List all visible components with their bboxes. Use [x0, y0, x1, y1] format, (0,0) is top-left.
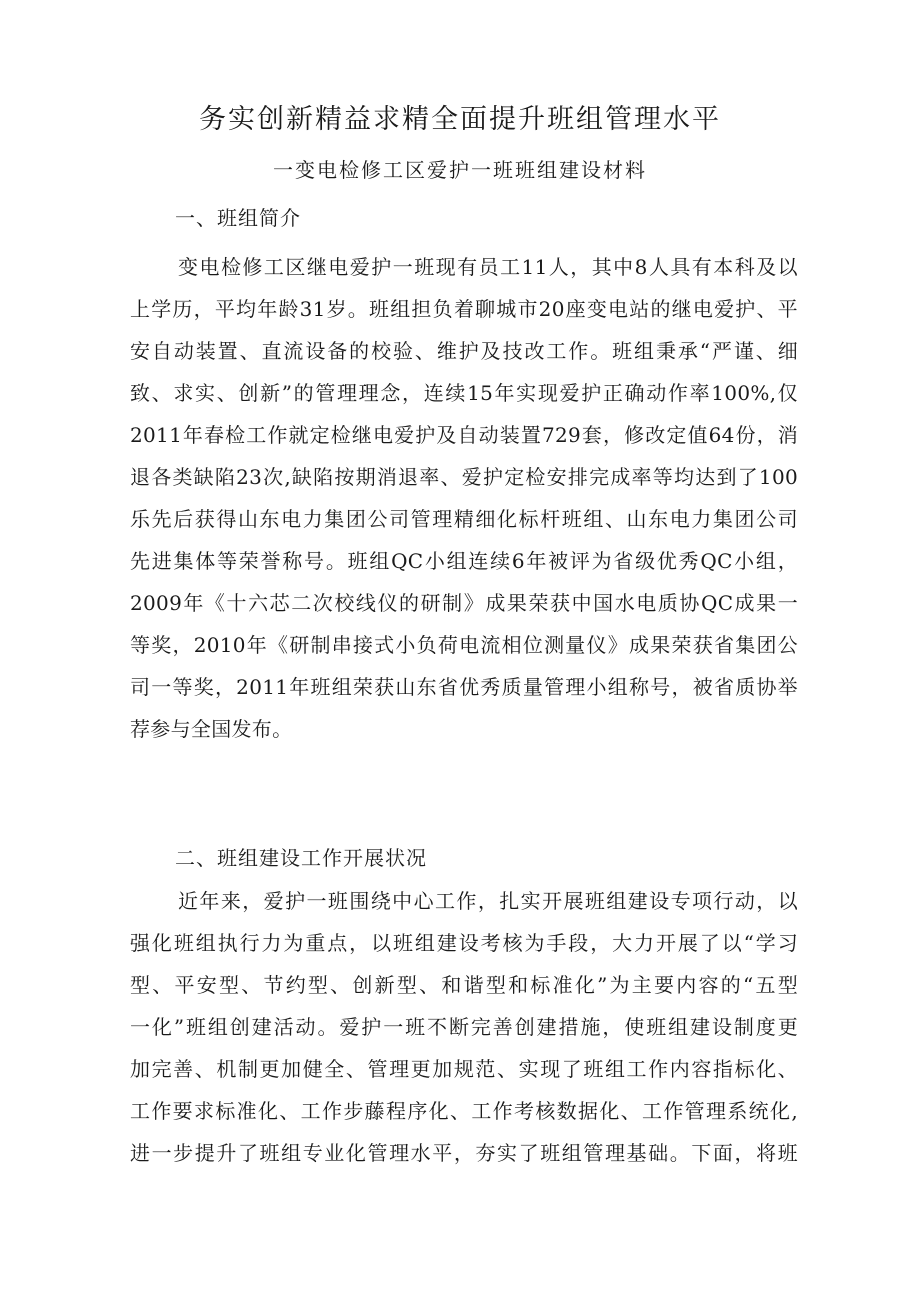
paragraph-line: 工作要求标准化、工作步藤程序化、工作考核数据化、工作管理系统化, — [130, 1099, 798, 1123]
section-heading-progress: 二、班组建设工作开展状况 — [175, 846, 427, 870]
paragraph-line: 加完善、机制更加健全、管理更加规范、实现了班组工作内容指标化、 — [130, 1057, 798, 1081]
paragraph-line: 司一等奖，2011年班组荣获山东省优秀质量管理小组称号，被省质协举 — [130, 675, 798, 699]
section-body-intro — [130, 246, 798, 750]
paragraph-line: 安自动装置、直流设备的校验、维护及技改工作。班组秉承“严谨、细 — [130, 339, 798, 363]
paragraph-line: 先进集体等荣誉称号。班组QC小组连续6年被评为省级优秀QC小组， — [130, 549, 798, 573]
paragraph-line: 等奖，2010年《研制串接式小负荷电流相位测量仪》成果荣获省集团公 — [130, 633, 798, 657]
paragraph-line: 2009年《十六芯二次校线仪的研制》成果荣获中国水电质协QC成果一 — [130, 591, 798, 615]
paragraph-line: 退各类缺陷23次,缺陷按期消退率、爱护定检安排完成率等均达到了100 — [130, 465, 798, 489]
section-body-progress — [130, 880, 798, 1174]
paragraph-line: 一化”班组创建活动。爱护一班不断完善创建措施，使班组建设制度更 — [130, 1015, 798, 1039]
document-subtitle: 一变电检修工区爱护一班班组建设材料 — [273, 158, 647, 182]
paragraph-line: 变电检修工区继电爱护一班现有员工11人，其中8人具有本科及以 — [178, 255, 798, 279]
paragraph-line: 致、求实、创新”的管理理念，连续15年实现爱护正确动作率100%,仅 — [130, 381, 798, 405]
paragraph-line: 型、平安型、节约型、创新型、和谐型和标准化”为主要内容的“五型 — [130, 973, 798, 997]
paragraph-line: 进一步提升了班组专业化管理水平，夯实了班组管理基础。下面，将班 — [130, 1141, 798, 1165]
document-title: 务实创新精益求精全面提升班组管理水平 — [199, 104, 721, 135]
paragraph-line: 乐先后获得山东电力集团公司管理精细化标杆班组、山东电力集团公司 — [130, 507, 798, 531]
section-heading-intro: 一、班组简介 — [175, 206, 301, 230]
paragraph-line: 上学历，平均年龄31岁。班组担负着聊城市20座变电站的继电爱护、平 — [130, 297, 798, 321]
paragraph-line: 2011年春检工作就定检继电爱护及自动装置729套，修改定值64份，消 — [130, 423, 798, 447]
paragraph-line: 荐参与全国发布。 — [130, 717, 293, 741]
paragraph-line: 强化班组执行力为重点，以班组建设考核为手段，大力开展了以“学习 — [130, 931, 798, 955]
paragraph-line: 近年来，爱护一班围绕中心工作，扎实开展班组建设专项行动，以 — [178, 889, 798, 913]
